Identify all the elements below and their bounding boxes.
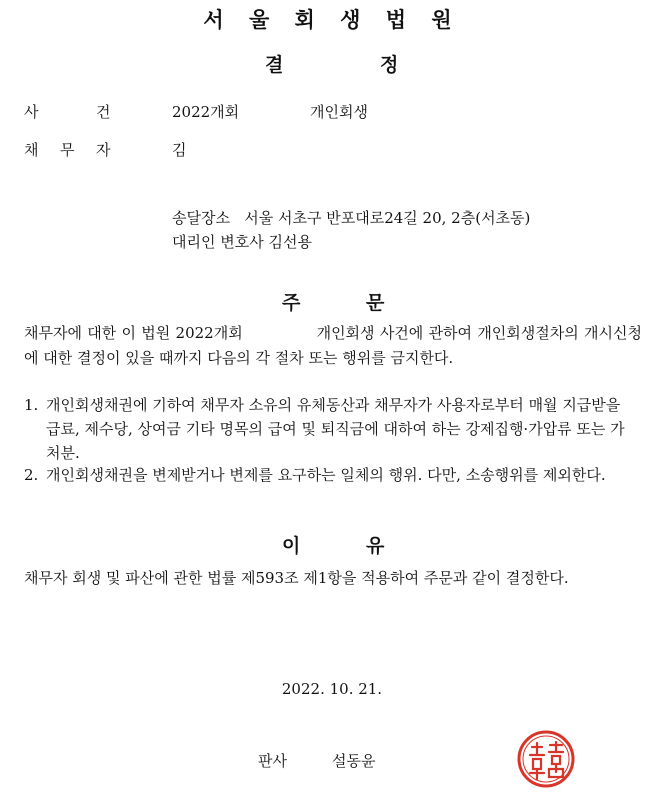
order-intro: 채무자에 대한 이 법원 2022개회 개인회생 사건에 관하여 개인회생절차의 개시신청에 대한 결정이 있을 때까지 다음의 각 절차 또는 행위를 금지한다. xyxy=(24,324,642,367)
reason-text: 채무자 회생 및 파산에 관한 법률 제593조 제1항을 적용하여 주문과 같이 결정한다. xyxy=(24,569,569,587)
debtor-name: 김 xyxy=(172,141,187,159)
service-address: 송달장소 서울 서초구 반포대로24길 20, 2층(서초동) xyxy=(172,209,531,227)
doc-type-char-1: 결 xyxy=(265,54,284,76)
order-item-number: 1. xyxy=(24,396,39,414)
decision-date: 2022. 10. 21. xyxy=(281,680,383,698)
order-item-number: 2. xyxy=(24,466,39,484)
case-label-char: 사 xyxy=(24,103,39,121)
order-heading-char: 주 xyxy=(282,292,301,314)
judge-title: 판사 xyxy=(258,752,287,770)
court-name: 서 울 회 생 법 원 xyxy=(203,8,461,32)
agent-line: 대리인 변호사 김선용 xyxy=(172,233,312,251)
order-item-text: 개인회생채권에 기하여 채무자 소유의 유체동산과 채무자가 사용자로부터 매월 지급받을 급료, 제수당, 상여금 기타 명목의 급여 및 퇴직금에 대하여 하는 강제집행·가압류 또는 가처분. xyxy=(46,396,625,462)
judge-seal xyxy=(516,729,576,789)
case-label-char: 건 xyxy=(96,103,111,121)
debtor-label-char: 무 xyxy=(60,141,75,159)
case-name: 개인회생 xyxy=(310,103,368,121)
reason-heading-char: 유 xyxy=(366,535,385,557)
reason-heading-char: 이 xyxy=(282,535,301,557)
order-item-text: 개인회생채권을 변제받거나 변제를 요구하는 일체의 행위. 다만, 소송행위를 제외한다. xyxy=(46,466,606,484)
order-item-2 xyxy=(24,463,636,487)
debtor-label-char: 채 xyxy=(24,141,39,159)
order-heading-char: 문 xyxy=(366,292,385,314)
debtor-label-char: 자 xyxy=(96,141,111,159)
seal-stamp-icon xyxy=(516,729,576,789)
doc-type-char-2: 정 xyxy=(380,54,399,76)
judge-name: 설동윤 xyxy=(332,752,376,770)
order-item-1 xyxy=(24,393,636,465)
case-number: 2022개회 xyxy=(172,103,240,121)
